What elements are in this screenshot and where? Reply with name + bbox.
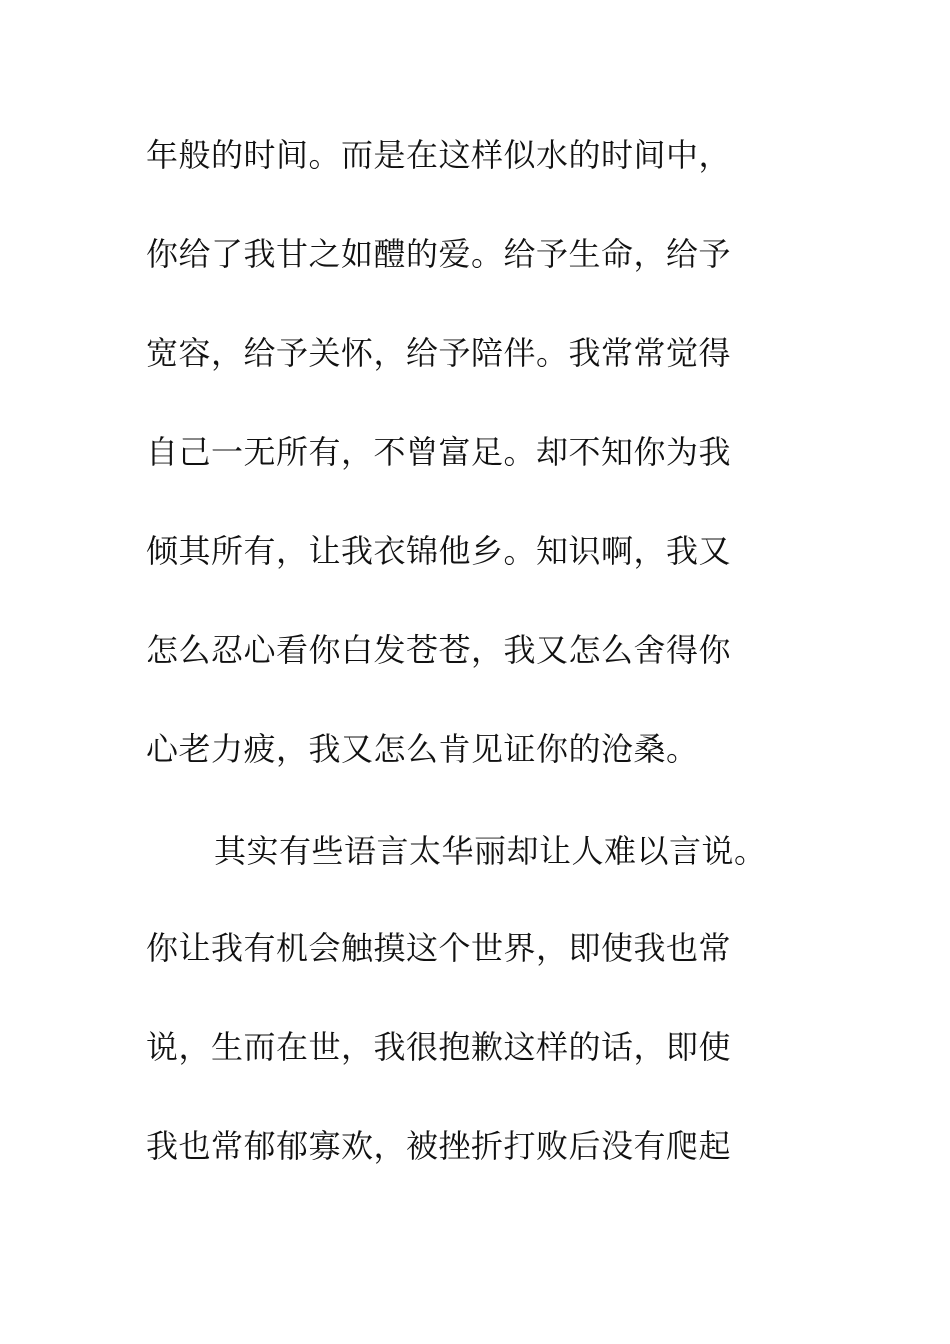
text-line-7: 心老力疲，我又怎么肯见证你的沧桑。 xyxy=(146,730,699,768)
text-line-4: 自己一无所有，不曾富足。却不知你为我 xyxy=(146,433,732,471)
text-line-10: 说，生而在世，我很抱歉这样的话，即使 xyxy=(146,1028,732,1066)
text-line-1: 年般的时间。而是在这样似水的时间中， xyxy=(146,136,732,174)
text-line-5: 倾其所有，让我衣锦他乡。知识啊，我又 xyxy=(146,532,732,570)
text-line-2: 你给了我甘之如醴的爱。给予生命，给予 xyxy=(146,235,732,273)
paragraph-start-line: 其实有些语言太华丽却让人难以言说。 xyxy=(214,832,767,870)
text-line-3: 宽容，给予关怀，给予陪伴。我常常觉得 xyxy=(146,334,732,372)
text-line-6: 怎么忍心看你白发苍苍，我又怎么舍得你 xyxy=(146,631,732,669)
text-line-9: 你让我有机会触摸这个世界，即使我也常 xyxy=(146,929,732,967)
text-line-11: 我也常郁郁寡欢，被挫折打败后没有爬起 xyxy=(146,1127,732,1165)
